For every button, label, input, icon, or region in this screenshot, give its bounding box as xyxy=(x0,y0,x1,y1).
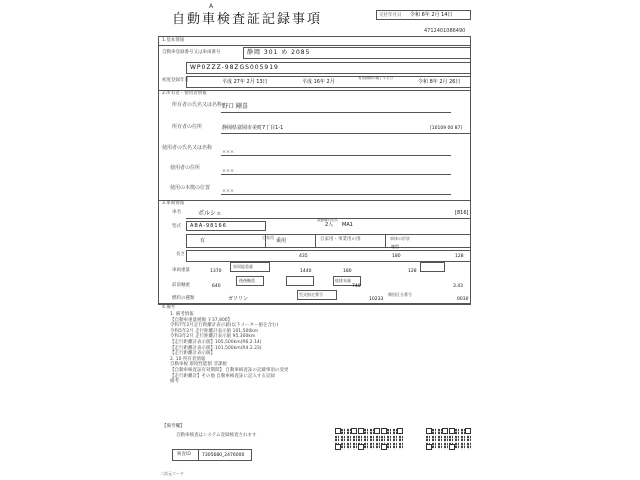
remarks-text: 自動車検査はシステム登録検査されます xyxy=(176,433,257,438)
engine: MA1 xyxy=(342,222,353,228)
expiry-date: 令和 8年 2月 26日 xyxy=(418,79,461,85)
note-line: 【走行距離計表示値】105,500km(R6.2.14) xyxy=(170,339,262,345)
fuel-label: 燃料の種類 xyxy=(172,296,195,301)
section-owner: 2.所有者・使用者情報 xyxy=(162,91,207,96)
displacement-label: 総排気量 xyxy=(335,278,351,283)
shape-label: 車体の形状 xyxy=(390,236,410,241)
qr-label: 二次元コード xyxy=(160,471,184,476)
front-axle: 640 xyxy=(212,284,221,289)
gross: 1440 xyxy=(300,269,312,274)
section-basic: 1.基本情報 xyxy=(162,38,185,43)
axle-box xyxy=(286,276,314,286)
note-line: 【自動車検査証有効期間】 自動車検査証の記載事項の変更 xyxy=(170,367,289,373)
class-no: 0030 xyxy=(457,297,469,302)
maker-code: [816] xyxy=(455,210,469,216)
note-line: 【走行距離計】その他 自動車検査証に記入する記録 xyxy=(170,373,275,379)
first-reg-date: 平成 27年 2月 13日 xyxy=(222,79,268,85)
displacement: 3.43 xyxy=(453,284,464,289)
qr-code-icon xyxy=(381,428,403,450)
note-line: 1. 備考情報 xyxy=(170,312,194,317)
qr-code-icon xyxy=(449,428,471,450)
inspection-id: 7305680_2476000 xyxy=(202,453,245,458)
note-line: 【自動車重量税額 ￥37,800】 xyxy=(170,317,233,323)
reg-number-label: 自動車登録番号又は車両番号 xyxy=(162,50,221,55)
model: ABA-98166 xyxy=(190,223,227,229)
class-no-label: 類別区分番号 xyxy=(388,292,412,297)
base-location-label: 使用の本拠の位置 xyxy=(170,185,211,191)
divider xyxy=(221,155,451,156)
front-axle-label: 前前軸重 xyxy=(172,283,190,288)
body-label: 自家用 xyxy=(262,235,274,240)
owner-name-label: 所有者の氏名又は名称 xyxy=(172,102,223,108)
divider xyxy=(315,234,316,248)
note-line: 令和7年2月走行距離計表示値(以下メーター値を含む) xyxy=(170,323,279,329)
maker: ポルシェ xyxy=(198,210,222,217)
divider xyxy=(158,200,471,201)
note-line: 令和5年2月 走行距離計表示値 101,500km xyxy=(170,328,259,334)
model-no: 10233 xyxy=(369,297,384,302)
divider xyxy=(221,112,451,113)
inspection-id-label: 検査ID xyxy=(177,452,191,457)
owner-address: 静岡県富岡市美町7丁目1-1 xyxy=(222,125,284,131)
section-vehicle: 3.車両情報 xyxy=(162,201,185,206)
note-line: 【走行距離計表示値】101,500km(R4.2.23) xyxy=(170,345,262,351)
shape: 箱型 xyxy=(391,244,399,249)
height-2: 128 xyxy=(408,269,417,274)
reg-number: 静岡 301 め 2085 xyxy=(247,49,311,56)
note-line: 備考 xyxy=(170,379,179,385)
divider xyxy=(221,133,471,134)
user-name-label: 使用者の氏名又は名称 xyxy=(162,145,213,151)
note-line: 【走行距離計表示値】 xyxy=(170,351,215,357)
page-title: 自動車検査証記録事項 xyxy=(172,12,323,27)
first-reg-label: 初度登録年月 xyxy=(162,78,189,83)
owner-code: [10109 00 87] xyxy=(430,126,463,131)
user-address-label: 使用者の住所 xyxy=(170,165,201,171)
usage-label: 自家用・事業用の別 xyxy=(320,237,361,242)
note-line: 自動車税 環境性能割 非課税 xyxy=(170,362,227,368)
length: 435 xyxy=(299,254,308,259)
fuel: ガソリン xyxy=(228,296,249,302)
model-label: 型式 xyxy=(172,224,181,229)
color: 有 xyxy=(200,238,206,244)
expiry-label: 有効期間の満了する日 xyxy=(358,76,393,80)
document-number: 4712401086490 xyxy=(424,28,466,34)
qr-code-icon xyxy=(335,428,357,450)
divider xyxy=(221,194,451,195)
rear-axle-label: 後後軸重 xyxy=(239,278,255,283)
divider xyxy=(158,45,471,46)
rear-axle: 740 xyxy=(352,284,361,289)
length-label: 長さ xyxy=(176,252,185,257)
section-notes: 4.備考 xyxy=(162,305,176,310)
weight-label: 車両重量 xyxy=(172,268,190,273)
label-box xyxy=(420,262,445,272)
user-name: ＊＊＊ xyxy=(222,149,234,154)
divider xyxy=(158,304,471,305)
divider xyxy=(385,234,386,248)
height: 128 xyxy=(455,254,464,259)
note-line: 令和3年2月 走行距離計表示値 95,300km xyxy=(170,334,256,340)
issue-date: 令和 6年 2月 14日 xyxy=(410,12,453,18)
gross-label: 車両総重量 xyxy=(233,264,253,269)
expiry-mid: 平成 16年 2月 xyxy=(302,79,335,85)
qr-code-icon xyxy=(426,428,448,450)
base-location: ＊＊＊ xyxy=(222,188,234,193)
maker-label: 車名 xyxy=(172,210,181,215)
remarks-title: 【備考欄】 xyxy=(162,424,185,429)
user-address: ＊＊＊ xyxy=(222,168,234,173)
category: 乗用 xyxy=(276,238,287,244)
notes-block xyxy=(170,312,470,385)
capacity: 2人 xyxy=(325,222,334,228)
width-2: 180 xyxy=(343,269,352,274)
width: 180 xyxy=(392,254,401,259)
qr-code-icon xyxy=(358,428,380,450)
issue-date-box xyxy=(376,10,471,20)
owner-address-label: 所有者の住所 xyxy=(172,124,203,130)
issue-date-label: 交付年月日 xyxy=(379,13,402,18)
dimension-row xyxy=(186,250,471,262)
page-mark: A xyxy=(209,3,214,10)
vin-number: WP0ZZZ-98ZGS005919 xyxy=(190,64,279,71)
divider xyxy=(198,449,199,461)
owner-name: 野口 剛喜 xyxy=(222,103,248,110)
engine-label: 原動機の型式 xyxy=(317,218,338,222)
model-no-label: 型式指定番号 xyxy=(299,292,323,297)
divider xyxy=(221,174,451,175)
note-line: 2. 10 所有者情報 xyxy=(170,356,206,362)
weight: 1370 xyxy=(210,269,222,274)
